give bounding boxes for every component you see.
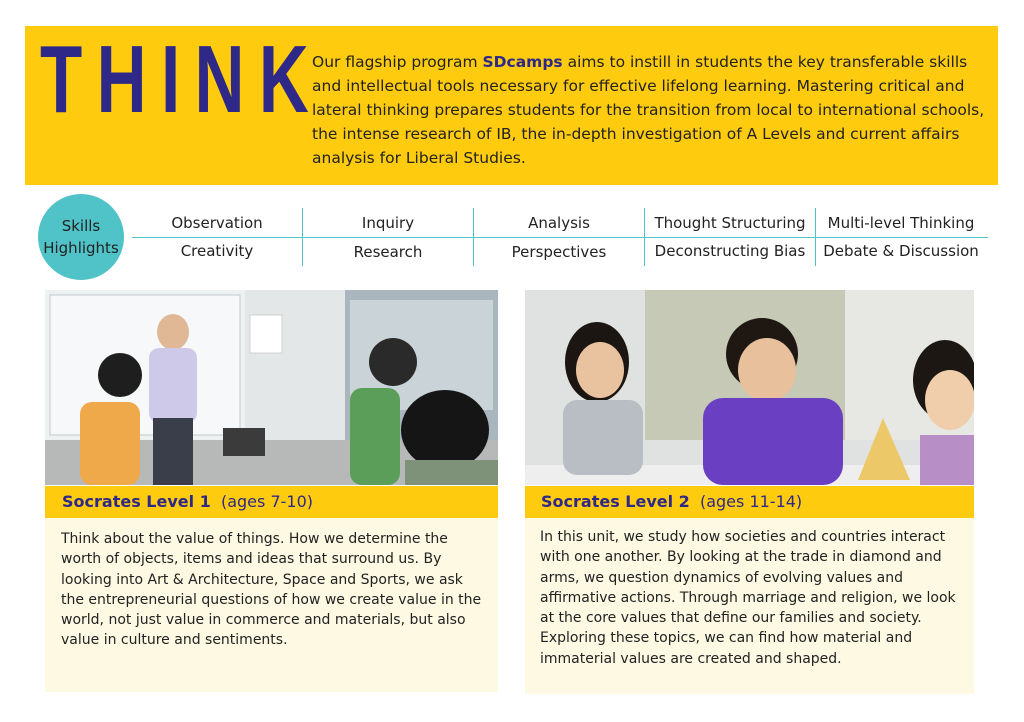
level-1-description: Think about the value of things. How we determine the worth of objects, items and ideas that surround us. By looking into Art & Architecture, Space and Sports, we ask the entrepreneurial questions of how we create value in the world, not just value in commerce and materials, but also value in culture and sentiments. xyxy=(45,518,498,692)
skill-thought-structuring: Thought Structuring xyxy=(654,214,806,232)
intro-lead: Our flagship program xyxy=(312,53,483,71)
level-2-bar xyxy=(525,486,974,518)
think-title: THINK xyxy=(40,26,324,133)
skill-research: Research xyxy=(353,243,423,261)
skill-analysis: Analysis xyxy=(528,214,590,232)
students-photo xyxy=(525,290,974,485)
grid-divider xyxy=(132,237,988,238)
intro-rest: aims to instill in students the key transferable skills and intellectual tools necessary for effective lifelong learning. Mastering critical and lateral thinking prepares students for the transition from local to international schools, the intense research of IB, the in-depth investigation of A Levels and current affairs analysis for Liberal Studies. xyxy=(312,53,985,167)
skill-inquiry: Inquiry xyxy=(361,214,415,232)
brand-name: SDcamps xyxy=(482,53,563,71)
skill-observation: Observation xyxy=(171,214,263,232)
level-1-name: Socrates Level 1 xyxy=(62,492,211,511)
level-1-ages: (ages 7-10) xyxy=(220,492,313,511)
level-2-ages: (ages 11-14) xyxy=(699,492,803,511)
badge-line-1: Skills xyxy=(61,217,101,235)
intro-paragraph xyxy=(312,50,992,170)
skill-deconstructing-bias: Deconstructing Bias xyxy=(654,242,806,260)
badge-line-2: Highlights xyxy=(43,239,119,257)
skill-creativity: Creativity xyxy=(180,242,254,260)
skill-debate-discussion: Debate & Discussion xyxy=(823,242,979,260)
skill-perspectives: Perspectives xyxy=(511,243,607,261)
skills-highlights-badge xyxy=(38,194,124,280)
skill-multi-level-thinking: Multi-level Thinking xyxy=(827,214,975,232)
level-2-name: Socrates Level 2 xyxy=(541,492,690,511)
level-2-description: In this unit, we study how societies and countries interact with one another. By looking at the trade in diamond and arms, we question dynamics of evolving values and affirmative actions. Through marriage and religion, we look at the core values that define our families and society. Exploring these topics, we can find how material and immaterial values are created and shaped. xyxy=(525,518,974,694)
classroom-illustration xyxy=(45,290,498,485)
level-1-bar xyxy=(45,486,498,518)
classroom-photo xyxy=(45,290,498,485)
skills-grid xyxy=(132,206,988,268)
students-illustration xyxy=(525,290,974,485)
